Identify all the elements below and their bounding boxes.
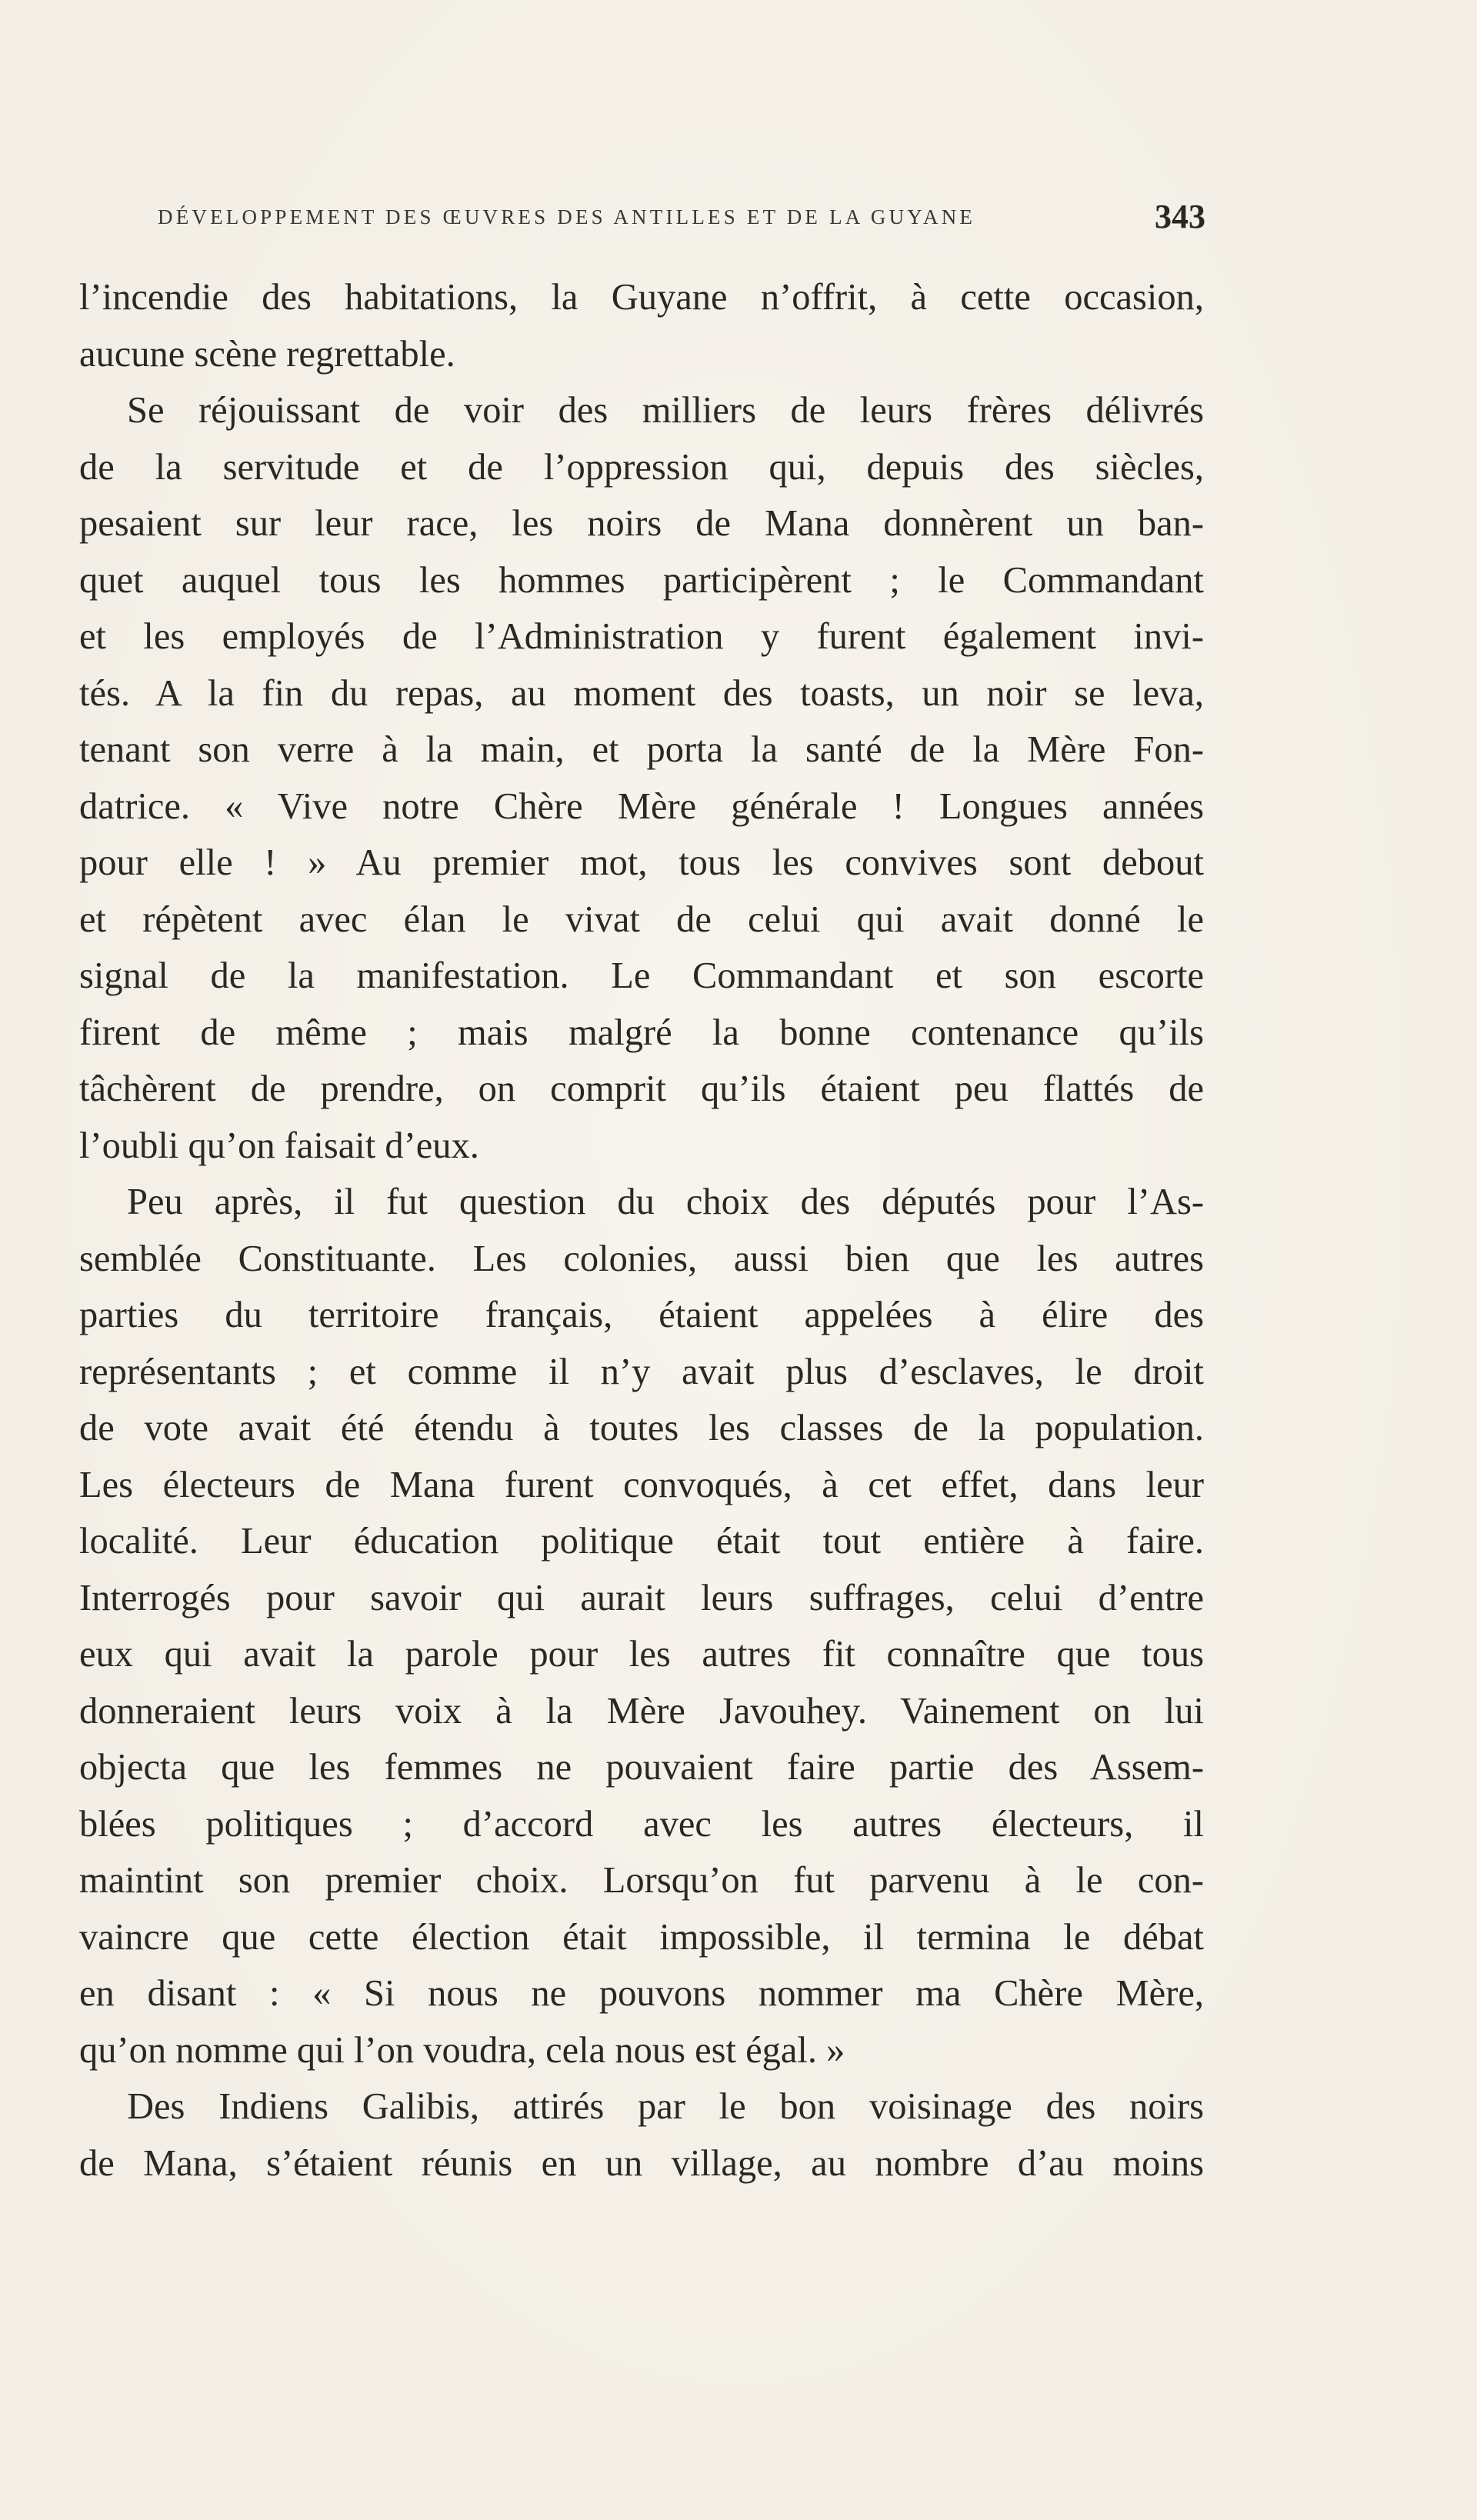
text-line: maintint son premier choix. Lorsqu’on fut parvenu à le con- xyxy=(79,1860,1204,1901)
text-line: blées politiques ; d’accord avec les autres électeurs, il xyxy=(79,1803,1204,1845)
body-text xyxy=(79,269,1204,2192)
text-line: l’incendie des habitations, la Guyane n’offrit, à cette occasion, xyxy=(79,277,1204,318)
running-head: DÉVELOPPEMENT DES ŒUVRES DES ANTILLES ET DE LA GUYANE xyxy=(158,205,976,228)
text-line: représentants ; et comme il n’y avait plus d’esclaves, le droit xyxy=(79,1351,1204,1392)
text-line: datrice. « Vive notre Chère Mère générale ! Longues années xyxy=(79,785,1204,827)
paragraph-start-line: Peu après, il fut question du choix des députés pour l’As- xyxy=(127,1182,1204,1222)
text-line: qu’on nomme qui l’on voudra, cela nous est égal. » xyxy=(79,2029,845,2071)
text-line: tâchèrent de prendre, on comprit qu’ils étaient peu flattés de xyxy=(79,1068,1204,1109)
text-line: eux qui avait la parole pour les autres fit connaître que tous xyxy=(79,1634,1204,1675)
text-line: signal de la manifestation. Le Commandant et son escorte xyxy=(79,955,1204,996)
text-line: Interrogés pour savoir qui aurait leurs suffrages, celui d’entre xyxy=(79,1577,1204,1618)
text-line: pesaient sur leur race, les noirs de Mana donnèrent un ban- xyxy=(79,503,1204,544)
text-line: de Mana, s’étaient réunis en un village, au nombre d’au moins xyxy=(79,2142,1204,2184)
text-line: donneraient leurs voix à la Mère Javouhey. Vainement on lui xyxy=(79,1690,1204,1732)
text-line: et les employés de l’Administration y furent également invi- xyxy=(79,616,1204,657)
text-line: vaincre que cette élection était impossible, il termina le débat xyxy=(79,1916,1204,1958)
text-line: parties du territoire français, étaient appelées à élire des xyxy=(79,1295,1204,1335)
text-line: l’oubli qu’on faisait d’eux. xyxy=(79,1125,479,1166)
text-line: Les électeurs de Mana furent convoqués, à cet effet, dans leur xyxy=(79,1464,1204,1505)
text-line: firent de même ; mais malgré la bonne contenance qu’ils xyxy=(79,1012,1204,1053)
text-line: semblée Constituante. Les colonies, aussi bien que les autres xyxy=(79,1238,1204,1279)
page-header xyxy=(158,198,1205,240)
text-line: de la servitude et de l’oppression qui, depuis des siècles, xyxy=(79,446,1204,488)
text-line: quet auquel tous les hommes participèrent ; le Commandant xyxy=(79,559,1204,601)
text-line: tenant son verre à la main, et porta la santé de la Mère Fon- xyxy=(79,729,1204,770)
text-line: objecta que les femmes ne pouvaient faire partie des Assem- xyxy=(79,1747,1204,1788)
text-line: tés. A la fin du repas, au moment des toasts, un noir se leva, xyxy=(79,672,1204,714)
text-line: aucune scène regrettable. xyxy=(79,333,455,375)
text-line: en disant : « Si nous ne pouvons nommer ma Chère Mère, xyxy=(79,1973,1204,2014)
paragraph-start-line: Des Indiens Galibis, attirés par le bon voisinage des noirs xyxy=(127,2086,1204,2127)
text-line: de vote avait été étendu à toutes les classes de la population. xyxy=(79,1408,1204,1448)
text-line: et répètent avec élan le vivat de celui qui avait donné le xyxy=(79,898,1204,940)
text-line: pour elle ! » Au premier mot, tous les convives sont debout xyxy=(79,842,1204,883)
paragraph-start-line: Se réjouissant de voir des milliers de leurs frères délivrés xyxy=(127,390,1204,431)
page-number: 343 xyxy=(1155,198,1205,235)
text-line: localité. Leur éducation politique était tout entière à faire. xyxy=(79,1521,1204,1562)
